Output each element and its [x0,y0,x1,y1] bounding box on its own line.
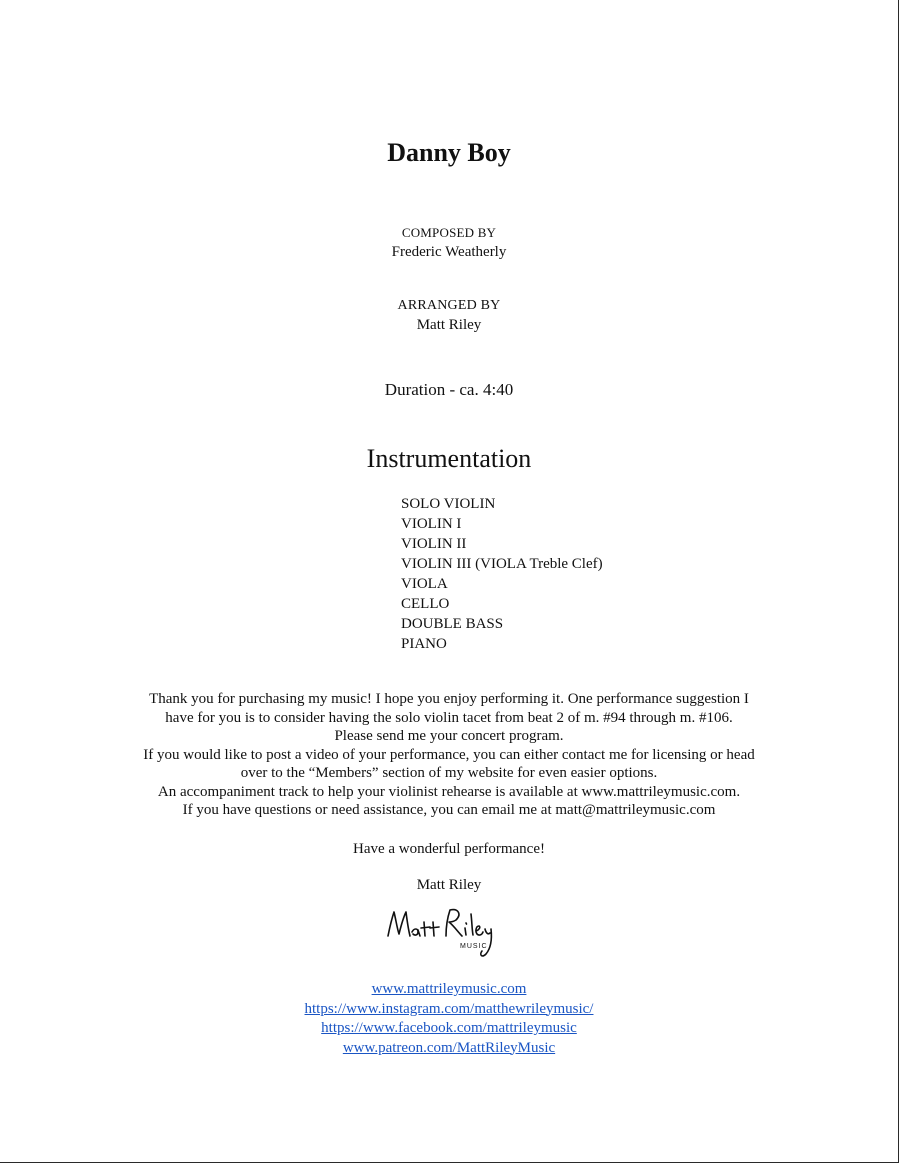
signer-name: Matt Riley [416,877,482,893]
notes-line: over to the “Members” section of my website for even easier options. [240,765,658,781]
instrument-item: VIOLIN II [401,536,467,552]
arranger-block [0,298,898,334]
composer-block [0,225,898,261]
instrument-list [401,494,603,654]
contact-links [0,980,898,1058]
piece-title: Danny Boy [387,138,511,167]
website-link[interactable]: www.mattrileymusic.com [371,981,527,997]
logo-music-word: MUSIC [460,943,488,950]
arranged-by-label: ARRANGED BY [397,298,501,313]
instrument-item: CELLO [401,596,450,612]
composed-by-label: COMPOSED BY [401,225,497,240]
instrument-item: DOUBLE BASS [401,616,504,632]
instrument-item: SOLO VIOLIN [401,496,496,512]
notes-line: Please send me your concert program. [334,728,564,744]
instrument-item: VIOLIN III (VIOLA Treble Clef) [401,556,603,572]
instrument-item: VIOLIN I [401,516,462,532]
instagram-link[interactable]: https://www.instagram.com/matthewrileymusic/ [304,1000,594,1017]
performance-notes [0,690,898,820]
notes-line: Thank you for purchasing my music! I hope you enjoy performing it. One performance suggestion I [149,691,749,707]
composer-name: Frederic Weatherly [391,244,507,260]
duration-text: Duration - ca. 4:40 [384,380,514,399]
matt-riley-music-logo [382,900,522,962]
arranger-name: Matt Riley [416,317,482,333]
notes-line: An accompaniment track to help your violinist rehearse is available at www.mattrileymusic.com. [157,783,741,800]
notes-line: If you would like to post a video of your performance, you can either contact me for licensing or head [143,746,755,763]
closing-message: Have a wonderful performance! [353,841,545,857]
notes-line: If you have questions or need assistance, you can email me at matt@mattrileymusic.com [182,802,716,818]
notes-line: have for you is to consider having the solo violin tacet from beat 2 of m. #94 through m. #106. [165,709,733,726]
facebook-link[interactable]: https://www.facebook.com/mattrileymusic [321,1020,577,1036]
instrument-item: VIOLA [401,576,448,592]
patreon-link[interactable]: www.patreon.com/MattRileyMusic [342,1039,556,1056]
instrumentation-heading: Instrumentation [366,444,532,473]
instrument-item: PIANO [401,636,447,652]
